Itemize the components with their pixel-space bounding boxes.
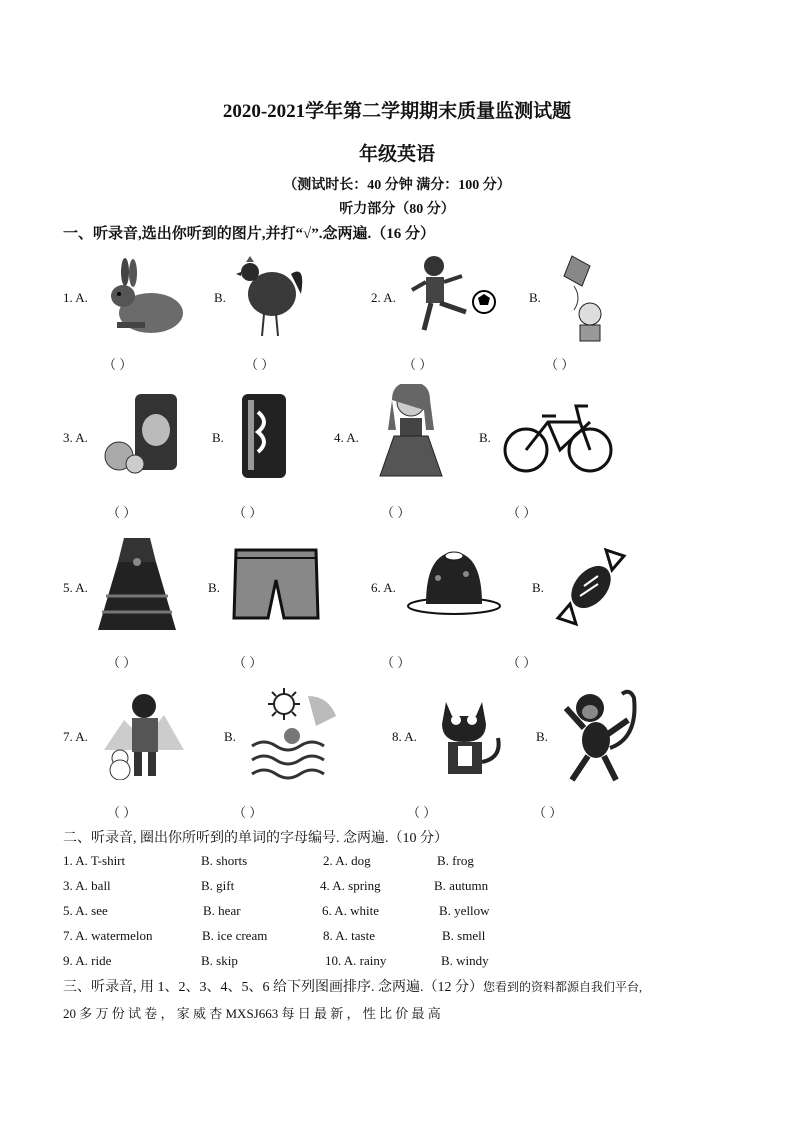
- q7a-answer[interactable]: （ ）: [107, 805, 137, 820]
- q4a-answer[interactable]: （ ）: [381, 505, 411, 520]
- section3-heading: [63, 976, 743, 996]
- q2-5b-option[interactable]: B. hear: [203, 903, 241, 918]
- q2b-answer[interactable]: （ ）: [545, 357, 575, 372]
- exam-meta: （测试时长：40 分钟 满分：100 分）: [283, 178, 511, 193]
- q8a-label: 8. A.: [392, 729, 417, 744]
- q3a-answer[interactable]: （ ）: [107, 505, 137, 520]
- q7a-label: 7. A.: [63, 729, 88, 744]
- q6b-answer[interactable]: （ ）: [507, 655, 537, 670]
- cola-can-icon: [238, 392, 290, 480]
- q2-4b-option[interactable]: B. autumn: [434, 878, 489, 893]
- monkey-icon: [556, 684, 640, 784]
- part-heading: 听力部分（80 分）: [339, 202, 455, 217]
- q4a-label: 4. A.: [334, 430, 359, 445]
- q2-8a-option[interactable]: 8. A. taste: [323, 928, 375, 943]
- kite-kid-icon: [552, 254, 617, 346]
- q3b-label: B.: [212, 430, 224, 445]
- hen-icon: [236, 252, 306, 340]
- q2a-label: 2. A.: [371, 290, 396, 305]
- q2-1b-option[interactable]: B. shorts: [201, 853, 248, 868]
- q2-2b-option[interactable]: B. frog: [437, 853, 474, 868]
- q1b-answer[interactable]: （ ）: [245, 357, 275, 372]
- q3b-answer[interactable]: （ ）: [233, 505, 263, 520]
- q2-3a-option[interactable]: 3. A. ball: [63, 878, 111, 893]
- sunny-sea-icon: [248, 686, 338, 786]
- q2-6a-option[interactable]: 6. A. white: [322, 903, 380, 918]
- q5a-answer[interactable]: （ ）: [107, 655, 137, 670]
- ad-text-1: 您看到的资料都源自我们平台,: [483, 980, 643, 994]
- q1a-label: 1. A.: [63, 290, 88, 305]
- q5b-label: B.: [208, 580, 220, 595]
- q2-7a-option[interactable]: 7. A. watermelon: [63, 928, 153, 943]
- girl-football-icon: [404, 252, 499, 337]
- snowman-kid-icon: [104, 690, 184, 780]
- q7b-label: B.: [224, 729, 236, 744]
- cat-icon: [428, 692, 510, 780]
- q8b-answer[interactable]: （ ）: [533, 805, 563, 820]
- q2b-label: B.: [529, 290, 541, 305]
- page-subtitle: 年级英语: [358, 144, 435, 165]
- q2-9b-option[interactable]: B. skip: [201, 953, 238, 968]
- ad-text-2: 20 多 万 份 试 卷 ， 家 威 杏 MXSJ663 每 日 最 新 ， 性 比 价 最 高: [63, 1006, 441, 1021]
- q4b-label: B.: [479, 430, 491, 445]
- q8b-label: B.: [536, 729, 548, 744]
- q2a-answer[interactable]: （ ）: [403, 357, 433, 372]
- q1a-answer[interactable]: （ ）: [103, 357, 133, 372]
- section3-heading-text: 三、听录音, 用 1、2、3、4、5、6 给下列图画排序. 念两遍.（12 分）: [63, 980, 483, 995]
- q6b-label: B.: [532, 580, 544, 595]
- section2-heading: 二、听录音, 圈出你所听到的单词的字母编号. 念两遍.（10 分）: [63, 831, 448, 846]
- q2-3b-option[interactable]: B. gift: [201, 878, 235, 893]
- q6a-answer[interactable]: （ ）: [381, 655, 411, 670]
- bicycle-icon: [502, 396, 614, 476]
- q1b-label: B.: [214, 290, 226, 305]
- candy-icon: [554, 546, 628, 628]
- shorts-icon: [232, 548, 320, 623]
- q2-5a-option[interactable]: 5. A. see: [63, 903, 108, 918]
- doll-icon: [372, 384, 450, 482]
- q7b-answer[interactable]: （ ）: [233, 805, 263, 820]
- section1-heading: 一、听录音,选出你听到的图片,并打“√”.念两遍.（16 分）: [63, 226, 435, 242]
- q2-4a-option[interactable]: 4. A. spring: [320, 878, 381, 893]
- q6a-label: 6. A.: [371, 580, 396, 595]
- q2-8b-option[interactable]: B. smell: [442, 928, 486, 943]
- dress-icon: [96, 536, 178, 634]
- q8a-answer[interactable]: （ ）: [407, 805, 437, 820]
- page-title: 2020-2021学年第二学期期末质量监测试题: [222, 101, 572, 122]
- q5a-label: 5. A.: [63, 580, 88, 595]
- q2-10a-option[interactable]: 10. A. rainy: [325, 953, 387, 968]
- q5b-answer[interactable]: （ ）: [233, 655, 263, 670]
- q4b-answer[interactable]: （ ）: [507, 505, 537, 520]
- q2-9a-option[interactable]: 9. A. ride: [63, 953, 112, 968]
- cake-icon: [404, 546, 504, 616]
- q2-10b-option[interactable]: B. windy: [441, 953, 489, 968]
- q2-6b-option[interactable]: B. yellow: [439, 903, 490, 918]
- q2-2a-option[interactable]: 2. A. dog: [323, 853, 371, 868]
- orange-juice-icon: [103, 390, 183, 475]
- rabbit-icon: [103, 258, 188, 338]
- q2-1a-option[interactable]: 1. A. T-shirt: [63, 853, 126, 868]
- q2-7b-option[interactable]: B. ice cream: [202, 928, 268, 943]
- q3a-label: 3. A.: [63, 430, 88, 445]
